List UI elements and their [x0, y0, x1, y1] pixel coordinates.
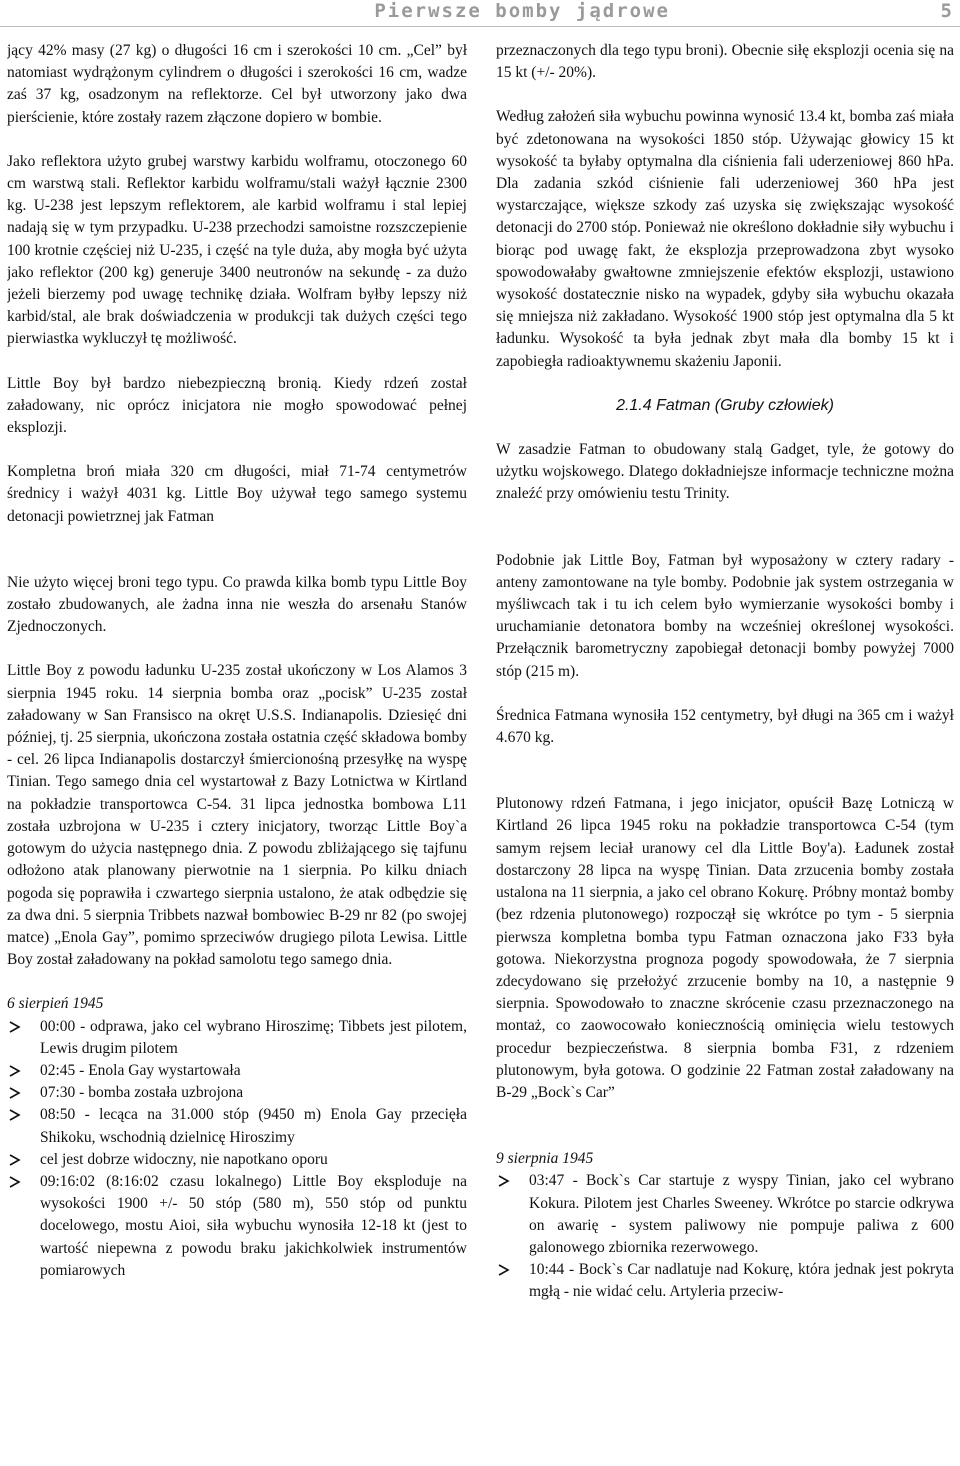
page-header	[0, 0, 960, 27]
body-paragraph: Kompletna broń miała 320 cm długości, miał 71-74 centymetrów średnicy i ważył 4031 kg. Little Boy używał tego samego systemu detonacji powietrznej jak Fatman	[7, 463, 467, 525]
arrow-bullet-icon	[496, 1259, 512, 1281]
body-paragraph: Plutonowy rdzeń Fatmana, i jego inicjator, opuścił Bazę Lotniczą w Kirtland 26 lipca 1945 roku na pokładzie transportowca C-54 (tym samym rejsem leciał uranowy cel dla Little Boy'a). Ładunek został dostarczony 28 lipca na wyspę Tinian. Data zrzucenia bomby została ustalona na 11 sierpnia, a jako cel obrano Kokurę. Próbny montaż bomby (bez rdzenia plutonowego) rozpoczął się wkrótce po tym - 5 sierpnia pierwsza kompletna bomba typu Fatman oznaczona jako F33 była gotowa. Niekorzystna prognoza pogody spowodowała, że 7 sierpnia zdecydowano się przełożyć zrzucenie bomby na 10, a następnie 9 sierpnia. Spowodowało to znaczne skrócenie czasu przeznaczonego na montaż, co zaowocowało koniecznością ominięcia wielu testowych procedur bezpieczeństwa. 8 sierpnia bomba F31, z rdzeniem plutonowym, była gotowa. O godzinie 22 Fatman został załadowany na B-29 „Bock`s Car”	[496, 795, 954, 1101]
body-paragraph: Jako reflektora użyto grubej warstwy karbidu wolframu, otoczonego 60 cm warstwą stali. Reflektor karbidu wolframu/stali ważył łącznie 2300 kg. U-238 jest lepszym reflektorem, ale karbid wolframu i stal lepiej nadają się w tym przypadku. U-238 przechodzi samoistne rozszczepienie 100 krotnie częściej niż U-235, i część na tyle duża, aby mogła być użyta jako reflektor (200 kg) generuje 3400 neutronów na sekundę - za dużo jeżeli bierzemy pod uwagę technikę działa. Wolfram byłby lepszy niż karbid/stal, ale brak doświadczenia w produkcji tak dużych części tego pierwiastka wykluczył tę możliwość.	[7, 152, 467, 348]
arrow-bullet-icon	[7, 1149, 23, 1171]
timeline-item-text: 07:30 - bomba została uzbrojona	[40, 1084, 244, 1102]
page-number: 5	[940, 0, 952, 22]
timeline-item-text: 08:50 - lecąca na 31.000 stóp (9450 m) Enola Gay przecięła Shikoku, wschodnią dzielnicę Hiroszimy	[40, 1106, 467, 1146]
timeline-list	[7, 1016, 467, 1282]
timeline-date: 9 sierpnia 1945	[496, 1150, 594, 1168]
timeline-item-text: 10:44 - Bock`s Car nadlatuje nad Kokurę, która jednak jest pokryta mgłą - nie widać celu. Artyleria przeciw-	[529, 1261, 954, 1301]
header-title: Pierwsze bomby jądrowe	[374, 0, 670, 22]
timeline-item	[496, 1259, 954, 1303]
right-column	[496, 40, 954, 1466]
timeline-item-text: 09:16:02 (8:16:02 czasu lokalnego) Little Boy eksploduje na wysokości 1900 +/- 50 stóp (580 m), 550 stóp od punktu docelowego, mostu Aioi, siła wybuchu wynosiła 12-18 kt (jest to wartość niepewna z powodu braku jakichkolwiek instrumentów pomiarowych	[40, 1172, 467, 1279]
timeline-item	[7, 1104, 467, 1148]
timeline-item	[7, 1149, 467, 1171]
body-paragraph: przeznaczonych dla tego typu broni). Obecnie siłę eksplozji ocenia się na 15 kt (+/- 20%).	[496, 42, 954, 82]
body-paragraph: Nie użyto więcej broni tego typu. Co prawda kilka bomb typu Little Boy zostało zbudowanych, ale żadna inna nie weszła do arsenału Stanów Zjednoczonych.	[7, 573, 467, 636]
arrow-bullet-icon	[496, 1170, 512, 1192]
body-paragraph: Według założeń siła wybuchu powinna wynosić 13.4 kt, bomba zaś miała być zdetonowana na wysokości 1850 stóp. Używając głowicy 15 kt wysokość ta byłaby optymalna dla ciśnienia fali uderzeniowej 860 hPa. Dla zadania szkód ciśnienie fali uderzeniowej 360 hPa jest wystarczające, większe szkody zaś uzyska się zwiększając wysokość detonacji do 2700 stóp. Ponieważ nie określono dokładnie siły wybuchu i biorąc pod uwagę fakt, że eksplozja przeprowadzona zbyt wysoko spowodowałaby gwałtowne zmniejszenie efektów eksplozji, ustawiono wysokość dostatecznie nisko na wypadek, gdyby siła wybuchu okazała się mniejsza niż zakładano. Wysokość 1900 stóp jest optymalna dla 5 kt ładunku. Wysokość ta była jednak zbyt mała dla bomby 15 kt i zapobiegła radioaktywnemu skażeniu Japonii.	[496, 108, 954, 370]
timeline-list	[496, 1170, 954, 1303]
timeline-item-text: 03:47 - Bock`s Car startuje z wyspy Tinian, jako cel wybrano Kokura. Pilotem jest Charles Sweeney. Wkrótce po starcie odkrywa on awarię - system paliwowy nie pompuje paliwa z 600 galonowego zbiornika rezerwowego.	[529, 1172, 954, 1256]
timeline-item	[7, 1060, 467, 1082]
body-paragraph: Little Boy z powodu ładunku U-235 został ukończony w Los Alamos 3 sierpnia 1945 roku. 14 sierpnia bomba oraz „pocisk” U-235 został załadowany w San Fransisco na okręt U.S.S. Indianapolis. Dziesięć dni później, tj. 25 sierpnia, ukończona została ostatnia część składowa bomby - cel. 26 lipca Indianapolis dostarczył śmiercionośną przesyłkę na wyspę Tinian. Tego samego dnia cel wystartował z Bazy Lotnictwa w Kirtland na pokładzie transportowca C-54. 31 lipca jednostka bombowa L11 została uzbrojona w U-235 i cztery inicjatory, tworząc Little Boy`a gotowym do użycia następnego dnia. Z powodu zbliżającego się tajfunu odłożono atak planowany pierwotnie na 1 sierpnia. Po kilku dniach pogoda się poprawiła i czwartego sierpnia ustalono, że atak odbędzie się za dwa dni. 5 sierpnia Tribbets nazwał bombowiec B-29 nr 82 (po swojej matce) „Enola Gay”, pomimo sprzeciwów drugiego pilota Lewisa. Little Boy został załadowany na pokład samolotu tego samego dnia.	[7, 662, 467, 969]
arrow-bullet-icon	[7, 1060, 23, 1082]
timeline-item	[7, 1171, 467, 1282]
arrow-bullet-icon	[7, 1171, 23, 1193]
left-column	[7, 40, 467, 1466]
body-paragraph: Little Boy był bardzo niebezpieczną bronią. Kiedy rdzeń został załadowany, nic oprócz inicjatora nie mogło spowodować pełnej eksplozji.	[7, 374, 467, 437]
arrow-bullet-icon	[7, 1016, 23, 1038]
body-paragraph: Średnica Fatmana wynosiła 152 centymetry, był długi na 365 cm i ważył 4.670 kg.	[496, 706, 954, 747]
timeline-item-text: cel jest dobrze widoczny, nie napotkano oporu	[40, 1150, 328, 1168]
timeline-date: 6 sierpień 1945	[7, 995, 104, 1013]
timeline-item-text: 02:45 - Enola Gay wystartowała	[40, 1061, 241, 1079]
arrow-bullet-icon	[7, 1104, 23, 1126]
timeline-item	[496, 1170, 954, 1259]
section-heading: 2.1.4 Fatman (Gruby człowiek)	[616, 396, 834, 414]
timeline-item-text: 00:00 - odprawa, jako cel wybrano Hiroszimę; Tibbets jest pilotem, Lewis drugim pilotem	[40, 1017, 467, 1057]
body-paragraph: Podobnie jak Little Boy, Fatman był wyposażony w cztery radary - anteny zamontowane na tyle bomby. Podobnie jak system ostrzegania w myśliwcach tak i tu ich celem było wymierzanie wysokości bomby i uruchamianie detonatora bomby na wcześniej określonej wysokości. Przełącznik barometryczny zapobiegał detonacji bomby powyżej 7000 stóp (215 m).	[496, 551, 954, 680]
body-paragraph: jący 42% masy (27 kg) o długości 16 cm i szerokości 10 cm. „Cel” był natomiast wydrążonym cylindrem o długości i szerokości 16 cm, wadze zaś 37 kg, osadzonym na reflektorze. Cel był utworzony jako dwa pierścienie, które zostały razem złączone dopiero w bombie.	[7, 42, 467, 126]
timeline-item	[7, 1082, 467, 1104]
body-paragraph: W zasadzie Fatman to obudowany stalą Gadget, tyle, że gotowy do użytku wojskowego. Dlatego dokładniejsze informacje techniczne można znaleźć przy omówieniu testu Trinity.	[496, 441, 954, 503]
arrow-bullet-icon	[7, 1082, 23, 1104]
timeline-item	[7, 1016, 467, 1060]
